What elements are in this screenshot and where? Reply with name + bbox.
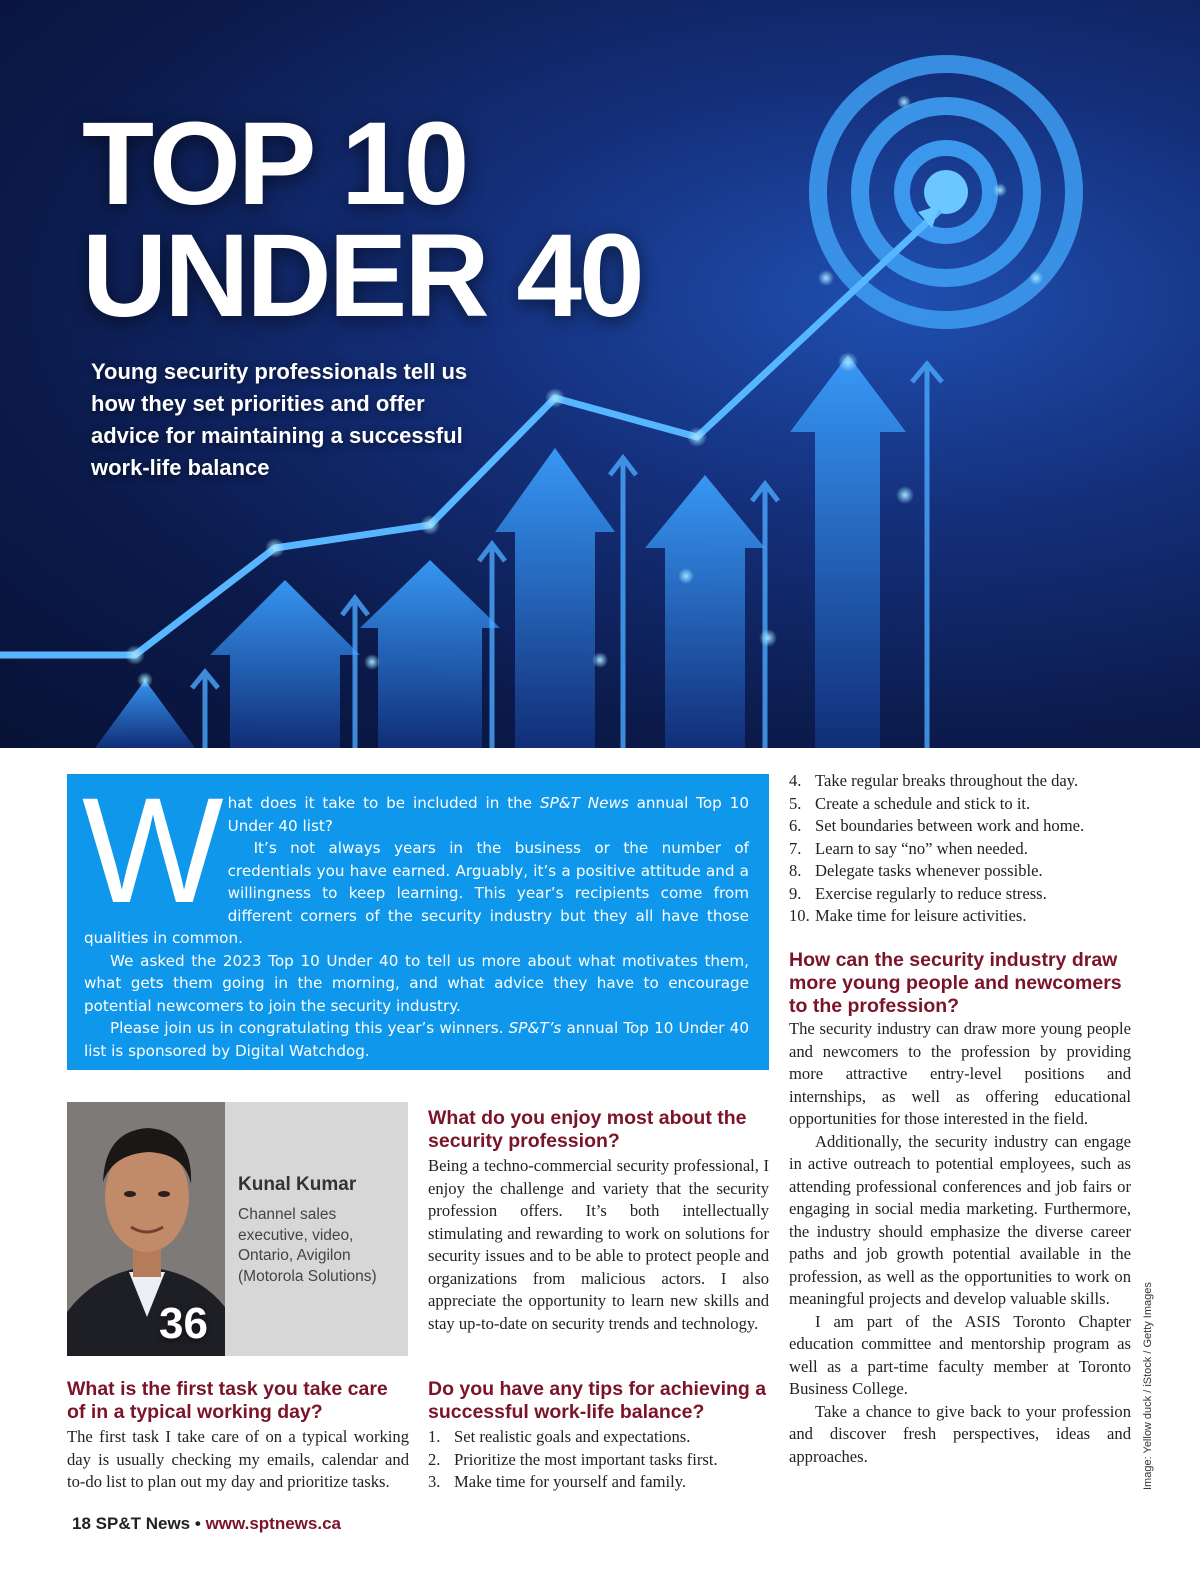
list-item (428, 1471, 769, 1494)
profile-name: Kunal Kumar (238, 1174, 357, 1195)
answer-paragraph-2: Additionally, the security industry can engage in active outreach to potential employees, such as attending professional conferences and job fairs or engaging in social media marketing. Furthermore, the industry should emphasize the diverse career paths and job growth potential available in the profession, as well as the opportunities to work on meaningful projects and develop valuable skills. (789, 1131, 1131, 1308)
footer-bullet: • (194, 1514, 201, 1533)
list-item (789, 905, 1131, 928)
list-text: Exercise regularly to reduce stress. (815, 883, 1047, 903)
list-number: 7. (789, 838, 802, 858)
answer-paragraph-3: I am part of the ASIS Toronto Chapter education committee and mentorship program as well as a part-time faculty member at Toronto Business College. (789, 1311, 1131, 1398)
profile-number: 36 (159, 1299, 208, 1348)
list-number: 6. (789, 816, 802, 835)
intro-text: annual Top 10 Under 40 list is sponsored by Digital Watchdog. (84, 1019, 749, 1060)
question-heading: What do you enjoy most about the security profession? (428, 1107, 747, 1152)
list-item (428, 1426, 769, 1449)
question-heading: What is the first task you take care of in a typical working day? (67, 1378, 388, 1423)
answer-text: Being a techno-commercial security professional, I enjoy the challenge and variety that the security profession offers. It’s both intellectually stimulating and rewarding to work on solutions for security issues and to be able to protect people and organizations from malicious actors. I also appreciate the opportunity to learn new skills and stay up-to-date on security trends and technology. (428, 1156, 769, 1333)
website-link[interactable]: www.sptnews.ca (205, 1514, 341, 1533)
list-text: Set boundaries between work and home. (815, 816, 1085, 835)
list-item (789, 793, 1131, 816)
intro-paragraph-2: It’s not always years in the business or the number of credentials you have earned. Arguably, it’s a positive attitude and a willingness to keep learning. This year’s recipients come from different corners of the security industry but they all have those qualities in common. (84, 839, 749, 947)
page-footer (72, 1514, 341, 1534)
title-line-1: TOP 10 (82, 98, 467, 230)
list-item (789, 770, 1131, 793)
page-title (82, 98, 702, 342)
list-text: Make time for yourself and family. (454, 1472, 687, 1491)
profile-title: Channel sales executive, video, Ontario, Avigilon (Motorola Solutions) (238, 1206, 377, 1285)
title-line-2: UNDER 40 (82, 210, 642, 342)
list-text: Make time for leisure activities. (815, 906, 1027, 925)
list-text: Set realistic goals and expectations. (454, 1427, 691, 1446)
list-item (789, 860, 1131, 883)
list-number: 2. (428, 1449, 441, 1469)
list-text: Delegate tasks whenever possible. (815, 861, 1043, 880)
answer-paragraph-4: Take a chance to give back to your profession and discover fresh perspectives, ideas and approaches. (789, 1401, 1131, 1466)
list-number: 5. (789, 793, 802, 813)
tips-continued (789, 770, 1131, 928)
intro-box (67, 766, 769, 1070)
question-heading: How can the security industry draw more young people and newcomers to the profession? (789, 949, 1122, 1017)
list-text: Learn to say “no” when needed. (815, 838, 1028, 858)
list-text: Create a schedule and stick to it. (815, 793, 1031, 813)
list-number: 3. (428, 1472, 441, 1491)
publication-name: SP&T’s (508, 1019, 562, 1037)
intro-paragraph-3: We asked the 2023 Top 10 Under 40 to tell us more about what motivates them, what gets them going in the morning, and what advice they have to encourage potential newcomers to join the security industry. (84, 951, 749, 1015)
answer-paragraph-1: The security industry can draw more young people and newcomers to the profession by providing more attractive entry-level positions and internships, as well as offering educational opportunities for those interested in the field. (789, 1019, 1131, 1128)
page-number: 18 (72, 1514, 91, 1533)
tips-list-part-1 (428, 1426, 769, 1494)
intro-text: Please join us in congratulating this year’s winners. (110, 1019, 509, 1037)
question-1 (67, 1378, 409, 1494)
list-text: Take regular breaks throughout the day. (815, 771, 1079, 790)
question-3 (428, 1378, 769, 1494)
question-2 (428, 1107, 769, 1335)
list-text: Prioritize the most important tasks first. (454, 1449, 718, 1469)
publication-name: SP&T News (95, 1514, 191, 1533)
list-item (789, 883, 1131, 906)
question-4 (789, 949, 1131, 1468)
hero-banner (0, 0, 1200, 748)
tips-list-part-2 (789, 770, 1131, 928)
list-item (428, 1449, 769, 1472)
list-number: 4. (789, 771, 802, 790)
question-heading: Do you have any tips for achieving a successful work-life balance? (428, 1378, 767, 1423)
list-number: 10. (789, 906, 810, 925)
list-item (789, 815, 1131, 838)
list-number: 9. (789, 883, 802, 903)
list-item (789, 838, 1131, 861)
intro-text: hat does it take to be included in the (227, 794, 540, 812)
intro-text: annual Top 10 Under 40 list? (227, 794, 749, 835)
list-number: 1. (428, 1427, 441, 1446)
profile-card (67, 1102, 408, 1356)
publication-name: SP&T News (539, 794, 629, 812)
drop-cap: W (82, 766, 218, 934)
list-number: 8. (789, 861, 802, 880)
answer-text: The first task I take care of on a typical working day is usually checking my emails, calendar and to-do list to plan out my day and prioritize tasks. (67, 1427, 409, 1491)
portrait-photo (67, 1102, 225, 1356)
hero-subtitle: Young security professionals tell us how they set priorities and offer advice for maintaining a successful work-life balance (91, 359, 468, 480)
image-credit: Image: Yellow duck / iStock / Getty Images (1142, 1282, 1154, 1490)
intro-paragraph-4 (84, 1017, 749, 1062)
answer-text (789, 1018, 1131, 1468)
